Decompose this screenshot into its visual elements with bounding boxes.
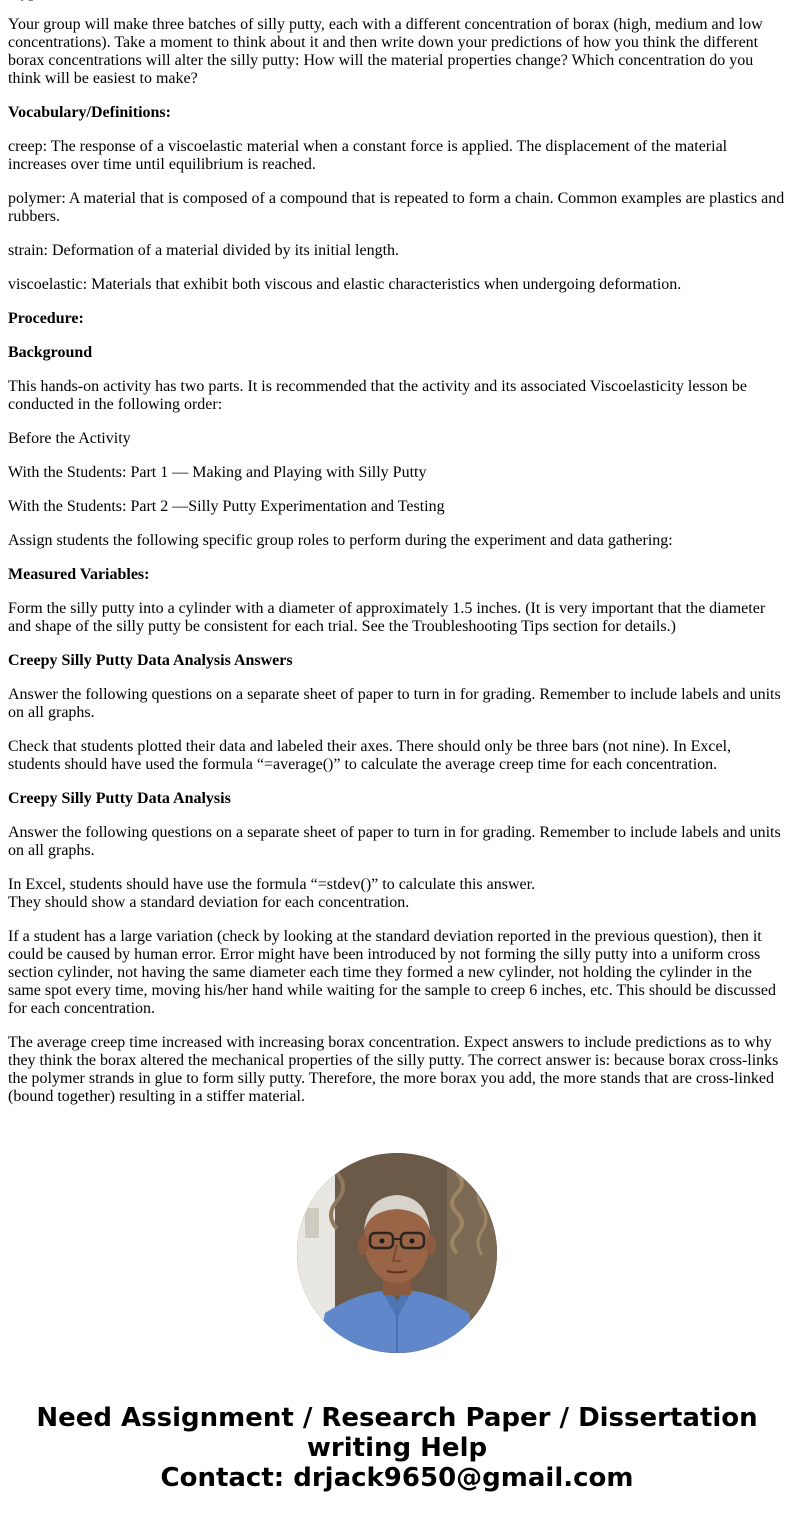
promo-banner: [0, 1403, 794, 1493]
author-portrait-icon: [297, 1153, 497, 1353]
analysis-answers-instructions: Answer the following questions on a separate sheet of paper to turn in for grading. Remember to include labels and units on all graphs.: [8, 686, 781, 721]
definition-creep: creep: The response of a viscoelastic material when a constant force is applied. The displacement of the material increases over time until equilibrium is reached.: [8, 138, 728, 173]
stdev-line-1: In Excel, students should have use the formula “=stdev()” to calculate this answer.: [8, 876, 536, 893]
background-heading: Background: [8, 344, 93, 361]
analysis-answers-check: Check that students plotted their data and labeled their axes. There should only be three bars (not nine). In Excel, students should have used the formula “=average()” to calculate the average creep time for each concentration.: [8, 738, 732, 773]
promo-line-2: writing Help: [306, 1433, 488, 1463]
measured-variables-heading: Measured Variables:: [8, 566, 150, 583]
definition-polymer: polymer: A material that is composed of a compound that is repeated to form a chain. Common examples are plastics and rubbers.: [8, 190, 785, 225]
analysis-heading: Creepy Silly Putty Data Analysis: [8, 790, 231, 807]
cut-off-heading: [8, 0, 786, 2]
definition-strain: strain: Deformation of a material divided by its initial length.: [8, 242, 400, 259]
analysis-instructions: Answer the following questions on a separate sheet of paper to turn in for grading. Remember to include labels and units on all graphs.: [8, 824, 781, 859]
order-item-part-1: With the Students: Part 1 — Making and Playing with Silly Putty: [8, 464, 427, 481]
definition-viscoelastic: viscoelastic: Materials that exhibit both viscous and elastic characteristics when undergoing deformation.: [8, 276, 682, 293]
measured-variables-paragraph: Form the silly putty into a cylinder with a diameter of approximately 1.5 inches. (It is very important that the diameter and shape of the silly putty be consistent for each trial. See the Troubleshooting Tips section for details.): [8, 600, 766, 635]
promo-contact[interactable]: Contact: drjack9650@gmail.com: [160, 1463, 634, 1493]
procedure-heading: Procedure:: [8, 310, 84, 327]
roles-paragraph: Assign students the following specific group roles to perform during the experiment and data gathering:: [8, 532, 673, 549]
stdev-paragraph: [8, 876, 786, 912]
promo-line-1: Need Assignment / Research Paper / Dissertation: [36, 1403, 758, 1433]
author-photo: [297, 1153, 497, 1353]
conclusion-paragraph: The average creep time increased with increasing borax concentration. Expect answers to include predictions as to why they think the borax altered the mechanical properties of the silly putty. The correct answer is: because borax cross-links the polymer strands in glue to form silly putty. Therefore, the more borax you add, the more stands that are cross-linked (bound together) resulting in a stiffer material.: [8, 1034, 779, 1105]
order-item-part-2: With the Students: Part 2 —Silly Putty Experimentation and Testing: [8, 498, 445, 515]
order-item-before: Before the Activity: [8, 430, 131, 447]
intro-paragraph: Your group will make three batches of silly putty, each with a different concentration of borax (high, medium and low concentrations). Take a moment to think about it and then write down your predictions of how you think the different borax concentrations will alter the silly putty: How will the material properties change? Which concentration do you think will be easiest to make?: [8, 16, 763, 87]
vocabulary-heading: Vocabulary/Definitions:: [8, 104, 171, 121]
hypothesis-heading: [8, 0, 89, 2]
analysis-answers-heading: Creepy Silly Putty Data Analysis Answers: [8, 652, 293, 669]
stdev-line-2: They should show a standard deviation for each concentration.: [8, 894, 410, 911]
article-body: [8, 0, 786, 1122]
background-paragraph: This hands-on activity has two parts. It is recommended that the activity and its associated Viscoelasticity lesson be conducted in the following order:: [8, 378, 748, 413]
variation-paragraph: If a student has a large variation (check by looking at the standard deviation reported in the previous question), then it could be caused by human error. Error might have been introduced by not forming the silly putty into a uniform cross section cylinder, not having the same diameter each time they formed a new cylinder, not holding the cylinder in the same spot every time, moving his/her hand while waiting for the sample to creep 6 inches, etc. This should be discussed for each concentration.: [8, 928, 776, 1017]
